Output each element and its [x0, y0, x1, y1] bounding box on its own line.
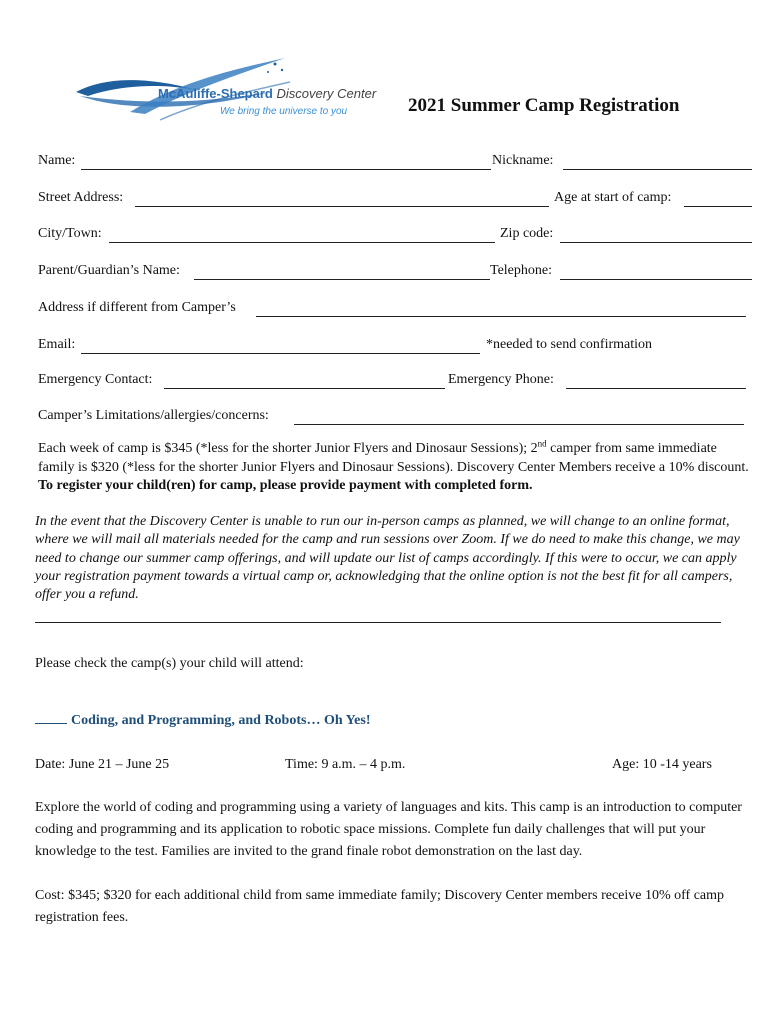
logo [70, 52, 380, 134]
email-field[interactable] [81, 340, 480, 354]
name-label: Name: [38, 153, 76, 168]
address-diff-row [38, 300, 752, 318]
camp-date: Date: June 21 – June 25 [35, 757, 170, 772]
pricing-text-1: Each week of camp is $345 (*less for the shorter Junior Flyers and Dinosaur Sessions); 2 [38, 441, 538, 456]
logo-tagline: We bring the universe to you [220, 106, 348, 117]
name-field[interactable] [81, 156, 491, 170]
covid-notice: In the event that the Discovery Center is unable to run our in-person camps as planned, we will change to an online format, where we will mail all materials needed for the camp and run sessions over Zoom. If we do need to make this change, we may need to change our summer camp offerings, and will update our list of camps accordingly. If this were to occur, we can apply your registration payment towards a virtual camp or, acknowledging that the online option is not the best fit for all campers, offer you a refund. [35, 514, 740, 603]
email-label: Email: [38, 337, 76, 352]
street-field[interactable] [135, 193, 549, 207]
pricing-bold-text: To register your child(ren) for camp, please provide payment with completed form. [38, 478, 533, 493]
emergency-contact-field[interactable] [164, 375, 445, 389]
limitations-field[interactable] [294, 411, 744, 425]
camp-checkbox[interactable] [35, 712, 67, 724]
limitations-row [38, 408, 752, 426]
camp-description: Explore the world of coding and programming using a variety of languages and kits. This camp is an introduction to computer coding and programming and its application to robotic space missions. Complete fun daily challenges that will put your knowledge to the test. Families are invited to the grand finale robot demonstration on the last day. [35, 800, 742, 859]
logo-name: McAuliffe-Shepard [158, 86, 273, 101]
city-field[interactable] [109, 229, 495, 243]
telephone-label: Telephone: [490, 263, 552, 278]
emergency-row [38, 372, 752, 390]
nickname-field[interactable] [563, 156, 752, 170]
camp-cost: Cost: $345; $320 for each additional child from same immediate family; Discovery Center members receive 10% off camp registration fees. [35, 888, 725, 925]
divider-line [35, 622, 721, 623]
camp-time: Time: 9 a.m. – 4 p.m. [285, 757, 406, 772]
age-label: Age at start of camp: [554, 190, 672, 205]
page-title: 2021 Summer Camp Registration [408, 95, 680, 116]
street-label: Street Address: [38, 190, 124, 205]
zip-label: Zip code: [500, 226, 554, 241]
name-row [38, 153, 752, 171]
parent-field[interactable] [194, 266, 490, 280]
email-row [38, 337, 752, 355]
parent-row [38, 263, 752, 281]
age-field[interactable] [684, 193, 752, 207]
emergency-contact-label: Emergency Contact: [38, 372, 153, 387]
city-label: City/Town: [38, 226, 102, 241]
camp-title: Coding, and Programming, and Robots… Oh Yes! [71, 713, 371, 728]
address-diff-label: Address if different from Camper’s [38, 300, 236, 315]
camp-age: Age: 10 -14 years [612, 757, 712, 772]
emergency-phone-label: Emergency Phone: [448, 372, 554, 387]
pricing-text-2: camper from same immediate family is $320 (*less for the shorter Junior Flyers and Dinosaur Sessions). Discovery Center Members receive a 10% discount. [38, 441, 749, 475]
logo-name-rest: Discovery Center [276, 86, 377, 101]
email-note: *needed to send confirmation [486, 337, 653, 352]
limitations-label: Camper’s Limitations/allergies/concerns: [38, 408, 269, 423]
pricing-paragraph [38, 440, 750, 496]
camp-row [35, 712, 371, 729]
emergency-phone-field[interactable] [566, 375, 746, 389]
telephone-field[interactable] [560, 266, 752, 280]
pricing-superscript: nd [537, 438, 547, 449]
city-row [38, 226, 752, 244]
address-diff-field[interactable] [256, 303, 746, 317]
parent-label: Parent/Guardian’s Name: [38, 263, 180, 278]
street-row [38, 190, 752, 208]
check-prompt: Please check the camp(s) your child will attend: [35, 656, 304, 671]
nickname-label: Nickname: [492, 153, 554, 168]
zip-field[interactable] [560, 229, 752, 243]
